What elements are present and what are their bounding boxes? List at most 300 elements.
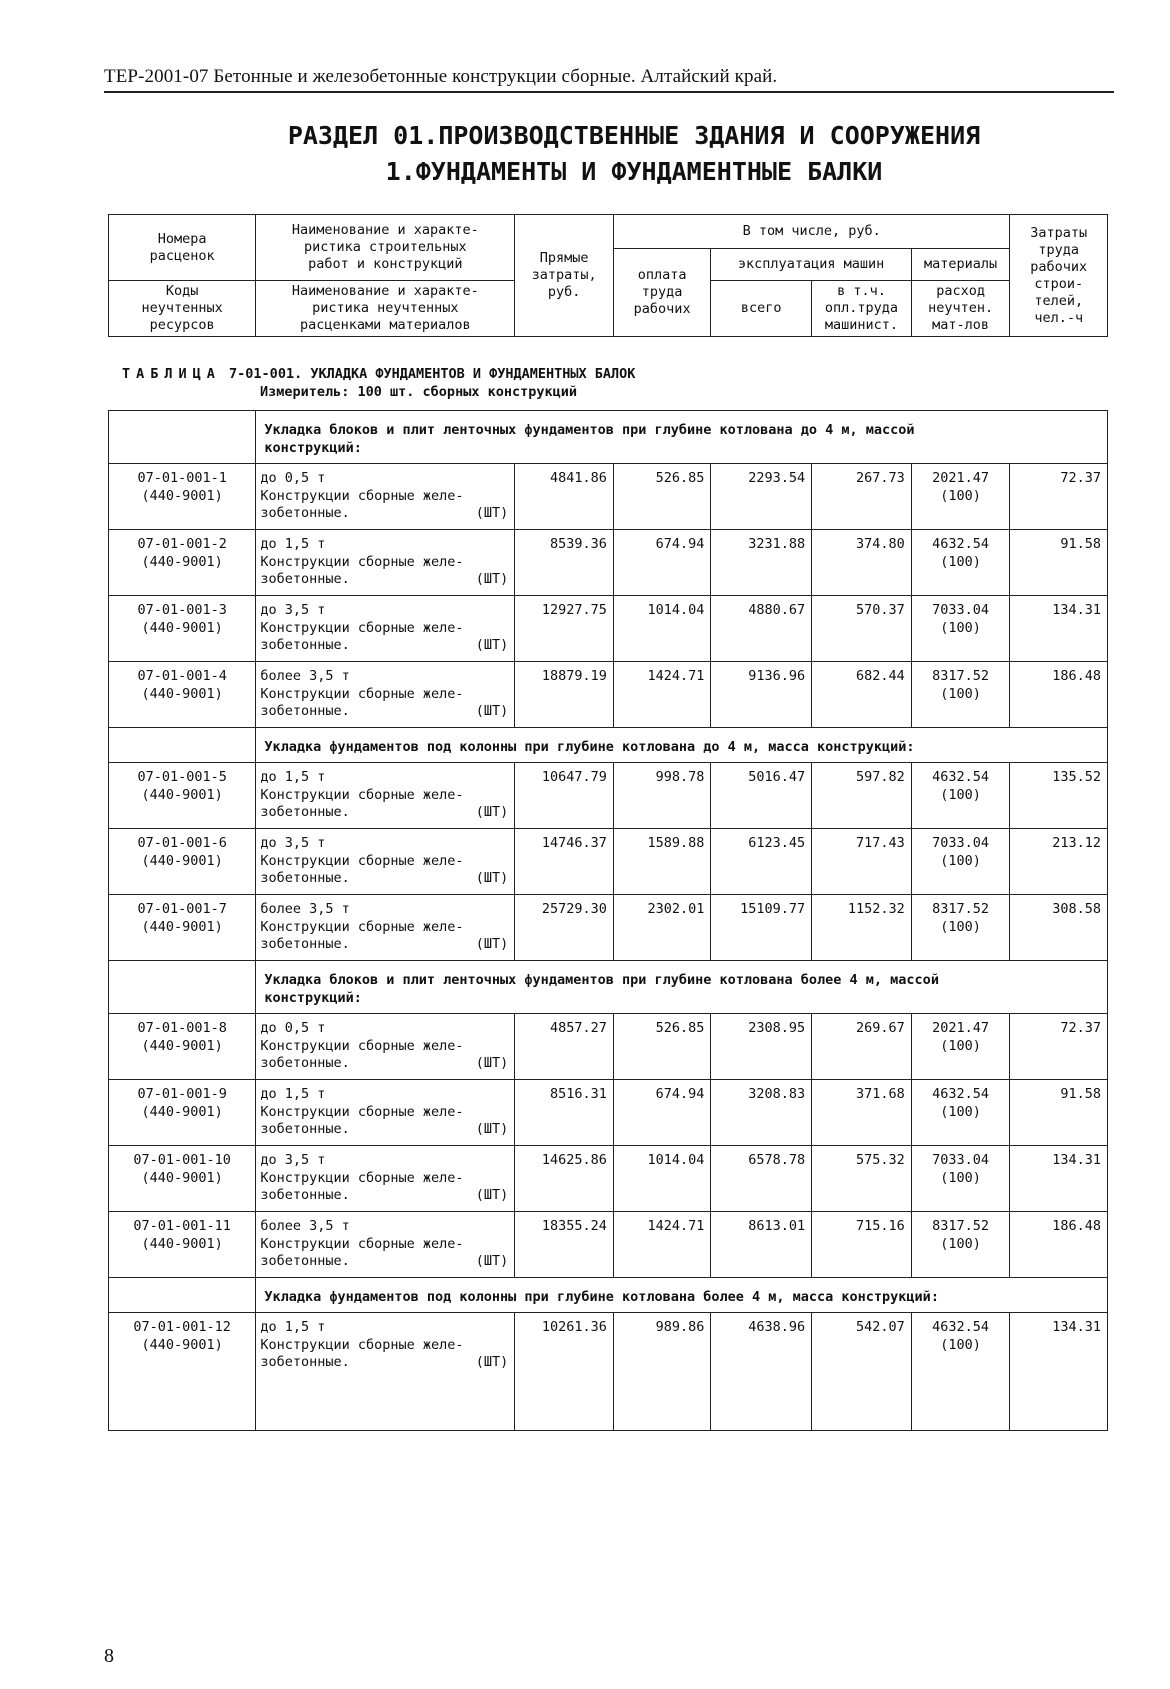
group-heading-row bbox=[109, 1278, 1108, 1313]
rate-row bbox=[109, 1080, 1108, 1146]
rate-name-line: до 1,5 т bbox=[260, 1319, 326, 1335]
materials-line: (100) bbox=[940, 685, 981, 702]
machines-wages bbox=[812, 829, 912, 895]
rate-row bbox=[109, 596, 1108, 662]
rate-name-line: Конструкции сборные желе- bbox=[260, 1103, 464, 1120]
rate-name-material: зобетонные. bbox=[260, 804, 350, 820]
rate-code-line: (440-9001) bbox=[141, 786, 223, 803]
materials-line: 8317.52 bbox=[932, 668, 990, 684]
materials-line: (100) bbox=[940, 1037, 981, 1054]
rate-name-line: Конструкции сборные желе- bbox=[260, 918, 464, 935]
materials-line: 2021.47 bbox=[932, 470, 990, 486]
rate-name bbox=[256, 895, 515, 961]
rate-name-material: зобетонные. bbox=[260, 1055, 350, 1071]
machines-total-line: 5016.47 bbox=[748, 769, 806, 785]
rate-code bbox=[109, 895, 256, 961]
rate-name-material: зобетонные. bbox=[260, 637, 350, 653]
rate-name-line: Конструкции сборные желе- bbox=[260, 553, 464, 570]
materials-line: (100) bbox=[940, 1235, 981, 1252]
direct-costs bbox=[515, 1313, 614, 1431]
rate-row bbox=[109, 1146, 1108, 1212]
direct-costs-line: 10261.36 bbox=[541, 1319, 607, 1335]
machines-wages-line: 570.37 bbox=[856, 602, 905, 618]
materials bbox=[911, 1014, 1010, 1080]
wages-line: 989.86 bbox=[655, 1319, 705, 1335]
materials bbox=[911, 1146, 1010, 1212]
group-heading-line: Укладка блоков и плит ленточных фундаментов при глубине котлована более 4 м, массой bbox=[264, 972, 939, 988]
rate-unit: (ШТ) bbox=[475, 1121, 509, 1137]
wages bbox=[613, 763, 711, 829]
rate-name-line: более 3,5 т bbox=[260, 668, 350, 684]
machines-wages-line: 267.73 bbox=[856, 470, 905, 486]
machines-total bbox=[711, 829, 812, 895]
header-resource-codes: Коды неучтенных ресурсов bbox=[109, 281, 256, 337]
wages bbox=[613, 829, 711, 895]
direct-costs bbox=[515, 895, 614, 961]
rate-unit: (ШТ) bbox=[475, 637, 509, 653]
wages bbox=[613, 1146, 711, 1212]
rate-code bbox=[109, 530, 256, 596]
rate-code bbox=[109, 1080, 256, 1146]
wages bbox=[613, 1212, 711, 1278]
rate-row bbox=[109, 1212, 1108, 1278]
materials bbox=[911, 1313, 1010, 1431]
machines-wages-line: 371.68 bbox=[856, 1086, 905, 1102]
materials-line: 7033.04 bbox=[932, 1152, 990, 1168]
group-heading-line: Укладка фундаментов под колонны при глубине котлована более 4 м, масса конструкций: bbox=[264, 1289, 939, 1305]
wages-line: 674.94 bbox=[655, 536, 705, 552]
rate-code-line: (440-9001) bbox=[141, 619, 223, 636]
rate-name-material: зобетонные. bbox=[260, 1253, 350, 1269]
direct-costs bbox=[515, 1080, 614, 1146]
machines-wages bbox=[812, 662, 912, 728]
direct-costs bbox=[515, 662, 614, 728]
wages-line: 1424.71 bbox=[647, 1218, 705, 1234]
machines-wages bbox=[812, 1146, 912, 1212]
group-heading-line: конструкций: bbox=[264, 990, 362, 1006]
rate-code bbox=[109, 829, 256, 895]
rate-code-line: (440-9001) bbox=[141, 1169, 223, 1186]
materials-line: 8317.52 bbox=[932, 901, 990, 917]
machines-total-line: 3208.83 bbox=[748, 1086, 806, 1102]
rate-code-line: 07-01-001-3 bbox=[137, 602, 227, 618]
labor-line: 134.31 bbox=[1052, 1152, 1101, 1168]
direct-costs-line: 8539.36 bbox=[549, 536, 607, 552]
rate-name-line: до 0,5 т bbox=[260, 1020, 326, 1036]
rate-name bbox=[256, 662, 515, 728]
rate-code-line: 07-01-001-5 bbox=[137, 769, 227, 785]
group-heading-spacer bbox=[109, 1278, 256, 1313]
machines-wages-line: 374.80 bbox=[856, 536, 905, 552]
rate-name-line bbox=[260, 870, 510, 888]
group-heading-line: конструкций: bbox=[264, 440, 362, 456]
labor-line: 135.52 bbox=[1052, 769, 1101, 785]
direct-costs bbox=[515, 829, 614, 895]
rate-name-line: Конструкции сборные желе- bbox=[260, 619, 464, 636]
rate-name-line: Конструкции сборные желе- bbox=[260, 487, 464, 504]
rate-name-line bbox=[260, 637, 510, 655]
rate-name-material: зобетонные. bbox=[260, 571, 350, 587]
rate-name-line: Конструкции сборные желе- bbox=[260, 852, 464, 869]
wages-line: 1589.88 bbox=[647, 835, 705, 851]
direct-costs-line: 10647.79 bbox=[541, 769, 607, 785]
wages-line: 1014.04 bbox=[647, 1152, 705, 1168]
machines-total-line: 8613.01 bbox=[748, 1218, 806, 1234]
rate-unit: (ШТ) bbox=[475, 870, 509, 886]
rate-unit: (ШТ) bbox=[475, 703, 509, 719]
machines-wages-line: 682.44 bbox=[856, 668, 905, 684]
labor-line: 186.48 bbox=[1052, 668, 1101, 684]
rate-name-material: зобетонные. bbox=[260, 505, 350, 521]
running-header: ТЕР-2001-07 Бетонные и железобетонные конструкции сборные. Алтайский край. bbox=[104, 66, 1114, 93]
rate-name-line bbox=[260, 1354, 510, 1372]
machines-total bbox=[711, 1313, 812, 1431]
rate-row bbox=[109, 1313, 1108, 1431]
wages-line: 526.85 bbox=[655, 470, 705, 486]
materials bbox=[911, 763, 1010, 829]
rate-unit: (ШТ) bbox=[475, 1055, 509, 1071]
materials bbox=[911, 1212, 1010, 1278]
direct-costs-line: 12927.75 bbox=[541, 602, 607, 618]
materials-line: (100) bbox=[940, 619, 981, 636]
materials-line: 7033.04 bbox=[932, 835, 990, 851]
rate-name-material: зобетонные. bbox=[260, 1121, 350, 1137]
wages-line: 1014.04 bbox=[647, 602, 705, 618]
rate-code-line: (440-9001) bbox=[141, 487, 223, 504]
header-materials: материалы bbox=[911, 249, 1010, 281]
rate-code-line: (440-9001) bbox=[141, 553, 223, 570]
materials-line: 7033.04 bbox=[932, 602, 990, 618]
rate-name bbox=[256, 1313, 515, 1431]
labor bbox=[1010, 895, 1108, 961]
subsection-title: 1.ФУНДАМЕНТЫ И ФУНДАМЕНТНЫЕ БАЛКИ bbox=[385, 157, 883, 186]
materials-line: (100) bbox=[940, 786, 981, 803]
direct-costs bbox=[515, 763, 614, 829]
rate-name-material: зобетонные. bbox=[260, 1354, 350, 1370]
machines-wages-line: 597.82 bbox=[856, 769, 905, 785]
group-heading-line: Укладка блоков и плит ленточных фундаментов при глубине котлована до 4 м, массой bbox=[264, 422, 915, 438]
materials-line: 4632.54 bbox=[932, 769, 990, 785]
wages bbox=[613, 1313, 711, 1431]
rate-code-line: (440-9001) bbox=[141, 1103, 223, 1120]
machines-total bbox=[711, 1212, 812, 1278]
machines-wages-line: 715.16 bbox=[856, 1218, 905, 1234]
machines-wages bbox=[812, 895, 912, 961]
rate-unit: (ШТ) bbox=[475, 505, 509, 521]
rate-name-line: Конструкции сборные желе- bbox=[260, 1037, 464, 1054]
rate-code-line: 07-01-001-8 bbox=[137, 1020, 227, 1036]
labor-line: 91.58 bbox=[1060, 1086, 1101, 1102]
group-heading-row bbox=[109, 961, 1108, 1014]
materials bbox=[911, 895, 1010, 961]
machines-wages-line: 269.67 bbox=[856, 1020, 905, 1036]
materials bbox=[911, 464, 1010, 530]
rate-name-line: Конструкции сборные желе- bbox=[260, 1235, 464, 1252]
header-rate-numbers: Номера расценок bbox=[109, 215, 256, 281]
machines-wages bbox=[812, 1014, 912, 1080]
group-heading bbox=[256, 728, 1108, 763]
direct-costs bbox=[515, 596, 614, 662]
header-labor: Затраты труда рабочих строи- телей, чел.-ч bbox=[1010, 215, 1108, 337]
labor-line: 91.58 bbox=[1060, 536, 1101, 552]
rate-name-line bbox=[260, 703, 510, 721]
machines-wages-line: 575.32 bbox=[856, 1152, 905, 1168]
rate-code bbox=[109, 464, 256, 530]
direct-costs bbox=[515, 1146, 614, 1212]
rate-name bbox=[256, 1080, 515, 1146]
rate-code-line: 07-01-001-6 bbox=[137, 835, 227, 851]
labor-line: 72.37 bbox=[1060, 1020, 1101, 1036]
materials bbox=[911, 829, 1010, 895]
wages bbox=[613, 530, 711, 596]
rate-unit: (ШТ) bbox=[475, 1354, 509, 1370]
group-heading-spacer bbox=[109, 961, 256, 1014]
materials-line: 4632.54 bbox=[932, 1319, 990, 1335]
machines-total-line: 2293.54 bbox=[748, 470, 806, 486]
header-machines-total: всего bbox=[711, 281, 812, 337]
rate-code-line: 07-01-001-4 bbox=[137, 668, 227, 684]
rate-code-line: 07-01-001-9 bbox=[137, 1086, 227, 1102]
rate-name-line: Конструкции сборные желе- bbox=[260, 1336, 464, 1353]
machines-wages bbox=[812, 763, 912, 829]
rate-name-line: более 3,5 т bbox=[260, 901, 350, 917]
rate-row bbox=[109, 530, 1108, 596]
direct-costs bbox=[515, 1212, 614, 1278]
rate-name-material: зобетонные. bbox=[260, 703, 350, 719]
materials bbox=[911, 530, 1010, 596]
wages-line: 998.78 bbox=[655, 769, 705, 785]
rate-name-line: до 1,5 т bbox=[260, 536, 326, 552]
wages-line: 2302.01 bbox=[647, 901, 705, 917]
materials-line: (100) bbox=[940, 1103, 981, 1120]
direct-costs bbox=[515, 464, 614, 530]
direct-costs-line: 8516.31 bbox=[549, 1086, 607, 1102]
wages bbox=[613, 662, 711, 728]
labor bbox=[1010, 1313, 1108, 1431]
materials-line: (100) bbox=[940, 487, 981, 504]
header-unaccounted-materials-name: Наименование и характе- ристика неучтенных расценками материалов bbox=[256, 281, 515, 337]
direct-costs-line: 18355.24 bbox=[541, 1218, 607, 1234]
table-caption-measure: Измеритель: 100 шт. сборных конструкций bbox=[260, 384, 577, 400]
group-heading-row bbox=[109, 728, 1108, 763]
rate-row bbox=[109, 829, 1108, 895]
rate-code bbox=[109, 1014, 256, 1080]
rate-code-line: (440-9001) bbox=[141, 1037, 223, 1054]
rate-unit: (ШТ) bbox=[475, 1253, 509, 1269]
labor bbox=[1010, 829, 1108, 895]
rate-name-line bbox=[260, 571, 510, 589]
header-work-name: Наименование и характе- ристика строительных работ и конструкций bbox=[256, 215, 515, 281]
machines-total bbox=[711, 763, 812, 829]
rate-name-line: более 3,5 т bbox=[260, 1218, 350, 1234]
rate-unit: (ШТ) bbox=[475, 936, 509, 952]
machines-total-line: 6123.45 bbox=[748, 835, 806, 851]
rate-name-line: до 3,5 т bbox=[260, 1152, 326, 1168]
machines-total bbox=[711, 1146, 812, 1212]
header-direct-costs: Прямые затраты, руб. bbox=[515, 215, 614, 337]
rate-code-line: (440-9001) bbox=[141, 1336, 223, 1353]
rate-code bbox=[109, 596, 256, 662]
table-caption bbox=[122, 365, 1112, 401]
rate-name-line bbox=[260, 1253, 510, 1271]
rate-name bbox=[256, 829, 515, 895]
rate-name-line: до 1,5 т bbox=[260, 769, 326, 785]
rate-name-line bbox=[260, 1187, 510, 1205]
materials-line: 2021.47 bbox=[932, 1020, 990, 1036]
rate-row bbox=[109, 763, 1108, 829]
machines-total-line: 4880.67 bbox=[748, 602, 806, 618]
direct-costs-line: 14746.37 bbox=[541, 835, 607, 851]
wages bbox=[613, 1014, 711, 1080]
section-title: РАЗДЕЛ 01.ПРОИЗВОДСТВЕННЫЕ ЗДАНИЯ И СООРУЖЕНИЯ bbox=[287, 121, 981, 150]
titles bbox=[104, 118, 1164, 190]
machines-total-line: 2308.95 bbox=[748, 1020, 806, 1036]
labor-line: 186.48 bbox=[1052, 1218, 1101, 1234]
materials-line: 4632.54 bbox=[932, 536, 990, 552]
materials-line: 4632.54 bbox=[932, 1086, 990, 1102]
machines-wages bbox=[812, 1212, 912, 1278]
wages bbox=[613, 895, 711, 961]
rate-name-material: зобетонные. bbox=[260, 1187, 350, 1203]
rate-name bbox=[256, 1212, 515, 1278]
machines-wages bbox=[812, 1080, 912, 1146]
wages-line: 1424.71 bbox=[647, 668, 705, 684]
group-heading-line: Укладка фундаментов под колонны при глубине котлована до 4 м, масса конструкций: bbox=[264, 739, 915, 755]
rate-name bbox=[256, 530, 515, 596]
labor-line: 134.31 bbox=[1052, 602, 1101, 618]
rate-name bbox=[256, 763, 515, 829]
rate-name bbox=[256, 464, 515, 530]
direct-costs bbox=[515, 530, 614, 596]
machines-total-line: 15109.77 bbox=[740, 901, 806, 917]
group-heading-row bbox=[109, 411, 1108, 464]
labor-line: 308.58 bbox=[1052, 901, 1101, 917]
rate-name-line bbox=[260, 1121, 510, 1139]
rate-code-line: 07-01-001-7 bbox=[137, 901, 227, 917]
direct-costs bbox=[515, 1014, 614, 1080]
rate-name-line: до 3,5 т bbox=[260, 602, 326, 618]
machines-total-line: 4638.96 bbox=[748, 1319, 806, 1335]
rates-table bbox=[108, 410, 1108, 1431]
machines-total bbox=[711, 1014, 812, 1080]
rate-code bbox=[109, 1313, 256, 1431]
rate-name bbox=[256, 1014, 515, 1080]
machines-total-line: 3231.88 bbox=[748, 536, 806, 552]
page-number: 8 bbox=[104, 1645, 114, 1667]
materials-line: 8317.52 bbox=[932, 1218, 990, 1234]
rate-code-line: (440-9001) bbox=[141, 852, 223, 869]
rate-name-line: до 0,5 т bbox=[260, 470, 326, 486]
rate-unit: (ШТ) bbox=[475, 804, 509, 820]
rate-row bbox=[109, 1014, 1108, 1080]
wages bbox=[613, 596, 711, 662]
rate-name-line: до 1,5 т bbox=[260, 1086, 326, 1102]
wages bbox=[613, 464, 711, 530]
machines-wages bbox=[812, 530, 912, 596]
rate-name-material: зобетонные. bbox=[260, 870, 350, 886]
materials-line: (100) bbox=[940, 852, 981, 869]
rate-name-line bbox=[260, 804, 510, 822]
rate-code bbox=[109, 662, 256, 728]
labor bbox=[1010, 662, 1108, 728]
rate-unit: (ШТ) bbox=[475, 1187, 509, 1203]
direct-costs-line: 4841.86 bbox=[549, 470, 607, 486]
rate-name-material: зобетонные. bbox=[260, 936, 350, 952]
direct-costs-line: 4857.27 bbox=[549, 1020, 607, 1036]
rate-name-line: Конструкции сборные желе- bbox=[260, 1169, 464, 1186]
rate-name-line: Конструкции сборные желе- bbox=[260, 685, 464, 702]
materials bbox=[911, 596, 1010, 662]
labor bbox=[1010, 464, 1108, 530]
labor-line: 72.37 bbox=[1060, 470, 1101, 486]
labor bbox=[1010, 1146, 1108, 1212]
rate-row bbox=[109, 662, 1108, 728]
labor bbox=[1010, 1080, 1108, 1146]
machines-total bbox=[711, 662, 812, 728]
direct-costs-line: 14625.86 bbox=[541, 1152, 607, 1168]
materials-line: (100) bbox=[940, 553, 981, 570]
rate-name-line bbox=[260, 936, 510, 954]
wages-line: 674.94 bbox=[655, 1086, 705, 1102]
group-heading-spacer bbox=[109, 728, 256, 763]
machines-wages bbox=[812, 464, 912, 530]
rate-code-line: 07-01-001-1 bbox=[137, 470, 227, 486]
column-header-table bbox=[108, 214, 1108, 337]
group-heading bbox=[256, 411, 1108, 464]
machines-total bbox=[711, 530, 812, 596]
table-caption-title: 7-01-001. УКЛАДКА ФУНДАМЕНТОВ И ФУНДАМЕНТНЫХ БАЛОК bbox=[229, 366, 636, 382]
rate-row bbox=[109, 464, 1108, 530]
wages bbox=[613, 1080, 711, 1146]
labor-line: 134.31 bbox=[1052, 1319, 1101, 1335]
materials bbox=[911, 1080, 1010, 1146]
rate-name bbox=[256, 1146, 515, 1212]
rate-name-line: Конструкции сборные желе- bbox=[260, 786, 464, 803]
rate-code bbox=[109, 1212, 256, 1278]
machines-wages-line: 542.07 bbox=[856, 1319, 905, 1335]
rate-code-line: (440-9001) bbox=[141, 918, 223, 935]
rate-code bbox=[109, 763, 256, 829]
machines-total-line: 6578.78 bbox=[748, 1152, 806, 1168]
wages-line: 526.85 bbox=[655, 1020, 705, 1036]
machines-wages bbox=[812, 1313, 912, 1431]
rate-code-line: 07-01-001-12 bbox=[133, 1319, 231, 1335]
machines-total bbox=[711, 596, 812, 662]
rate-name-line bbox=[260, 505, 510, 523]
labor bbox=[1010, 1014, 1108, 1080]
materials bbox=[911, 662, 1010, 728]
group-heading bbox=[256, 961, 1108, 1014]
materials-line: (100) bbox=[940, 1336, 981, 1353]
header-machines: эксплуатация машин bbox=[711, 249, 911, 281]
rate-code-line: (440-9001) bbox=[141, 1235, 223, 1252]
direct-costs-line: 18879.19 bbox=[541, 668, 607, 684]
header-machines-wages: в т.ч. опл.труда машинист. bbox=[812, 281, 912, 337]
machines-total bbox=[711, 895, 812, 961]
materials-line: (100) bbox=[940, 1169, 981, 1186]
machines-wages-line: 1152.32 bbox=[847, 901, 905, 917]
labor bbox=[1010, 530, 1108, 596]
table-caption-label: ТАБЛИЦА bbox=[122, 366, 221, 382]
rate-name bbox=[256, 596, 515, 662]
header-materials-unaccounted: расход неучтен. мат-лов bbox=[911, 281, 1010, 337]
rate-name-line: до 3,5 т bbox=[260, 835, 326, 851]
machines-wages-line: 717.43 bbox=[856, 835, 905, 851]
labor bbox=[1010, 763, 1108, 829]
machines-wages bbox=[812, 596, 912, 662]
machines-total-line: 9136.96 bbox=[748, 668, 806, 684]
labor bbox=[1010, 1212, 1108, 1278]
